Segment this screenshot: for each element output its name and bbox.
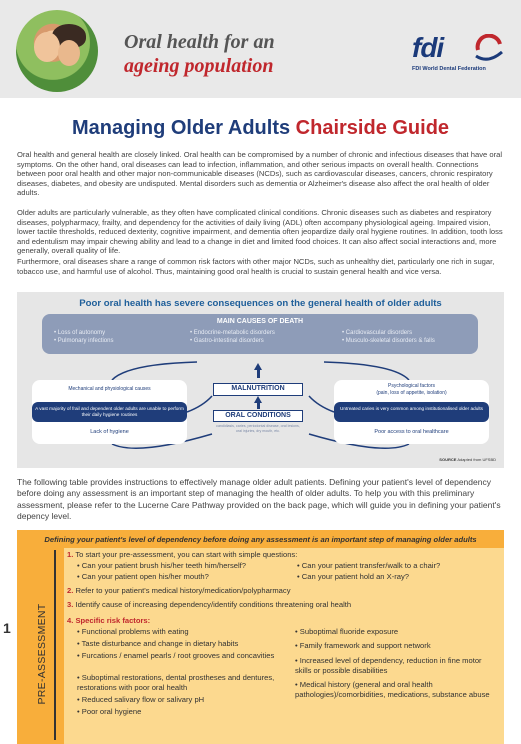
box-heading: Psychological factors: [388, 383, 435, 389]
list-number: 4.: [67, 616, 74, 625]
intro-paragraph: Oral health and general health are closely linked. Oral health can be compromised by a number of chronic and infectious diseases that have oral symptoms. On the other hand, oral diseases can lead to infection, inflammation, and other serious impacts on overall health. Connections between poor oral health and other major non-communicable diseases (NCDs), such as cardiovascular diseases, cancers, chronic respiratory diseases, diabetes, and obesity are undisputed. Mental disorders such as dementia or Alzheimer's disease also affect the oral health of older adults.: [17, 150, 503, 198]
risk-factor-item: • Family framework and support network: [295, 641, 490, 651]
causes-title: MAIN CAUSES OF DEATH: [216, 318, 304, 325]
cause-item: • Cardiovascular disorders: [342, 330, 412, 336]
oral-conditions-box: [213, 410, 303, 448]
pre-assessment-panel: [17, 530, 504, 744]
instructions-paragraph: The following table provides instructions to effectively manage older adult patients. Defining your patient's level of dependency before doing any assessment is an important step of managing the health of older adults. To help you with this preliminary assessment, please refer to the Lucerne Care Pathway provided on the back page, which will guide you in defining your patient's depency level.: [17, 477, 501, 521]
box-heading-detail: (pain, loss of appetite, isolation): [376, 390, 447, 396]
fdi-logo-text: fdi: [412, 32, 444, 63]
risk-factor-item: • Suboptimal fluoride exposure: [295, 627, 490, 637]
photo-face: [34, 32, 60, 62]
list-number: 1.: [67, 550, 74, 559]
fdi-logo[interactable]: [412, 32, 512, 78]
cause-item: • Loss of autonomy: [54, 330, 105, 336]
photo-face: [58, 40, 80, 66]
list-text: Identify cause of increasing dependency/identify conditions threatening oral health: [75, 600, 352, 609]
list-item: [67, 586, 291, 596]
header-title-line1: Oral health for an: [124, 31, 275, 53]
arrow-stem: [257, 370, 260, 378]
psychological-factors-box: [334, 380, 489, 444]
risk-factor-item: • Poor oral hygiene: [77, 707, 287, 717]
header-title-line2: ageing population: [124, 55, 274, 77]
question-item: • Can your patient brush his/her teeth him/herself?: [77, 561, 246, 571]
up-arrow-icon: [254, 363, 262, 370]
infographic-source: [439, 457, 496, 462]
source-text: Adapted from UFSBD: [457, 457, 496, 462]
header-title: [124, 30, 324, 78]
list-item: [67, 600, 351, 610]
source-label: SOURCE: [439, 457, 457, 462]
fdi-swoosh-icon: [472, 34, 506, 64]
page-title: [0, 117, 521, 140]
box-footer: Poor access to oral healthcare: [374, 429, 449, 435]
pre-assessment-label-text: PRE-ASSESSMENT: [36, 603, 48, 705]
causes-of-death-box: [42, 314, 478, 354]
risk-factor-item: • Increased level of dependency, reduction in fine motor skills or possible disabilities: [295, 656, 495, 676]
pre-assessment-header: Defining your patient's level of dependency before doing any assessment is an important step of managing older adults: [44, 535, 477, 544]
oral-conditions-detail: candidiasis, caries, periodontal disease, oral lesions, oral injuries, dry mouth, etc.: [216, 424, 300, 433]
header-photo: [16, 10, 98, 92]
risk-factor-item: • Taste disturbance and change in dietary habits: [77, 639, 287, 649]
arrow-stem: [257, 403, 260, 409]
box-highlight: A vast majority of frail and dependent older adults are unable to perform their daily hygiene routines: [32, 402, 187, 422]
list-number: 3.: [67, 600, 74, 609]
infographic-title: Poor oral health has severe consequences on the general health of older adults: [79, 298, 442, 309]
step-number: 1: [3, 620, 11, 636]
pre-assessment-label: [35, 570, 49, 740]
risk-factor-item: • Furcations / enamel pearls / root grooves and concavities: [77, 651, 277, 661]
malnutrition-box: MALNUTRITION: [213, 383, 303, 396]
risk-factor-item: • Suboptimal restorations, dental prostheses and dentures, restorations with poor oral health: [77, 673, 287, 693]
fdi-logo-subtitle: FDI World Dental Federation: [412, 66, 486, 72]
question-item: • Can your patient open his/her mouth?: [77, 572, 209, 582]
header-banner: [0, 0, 521, 98]
mechanical-causes-box: [32, 380, 187, 444]
list-text: Specific risk factors:: [75, 616, 151, 625]
cause-item: • Pulmonary infections: [54, 338, 113, 344]
infographic: [17, 292, 504, 468]
box-highlight: Untreated caries is very common among institutionalised older adults: [334, 402, 489, 422]
box-heading: Mechanical and physiological causes: [68, 386, 151, 392]
intro-paragraph: Older adults are particularly vulnerable, as they often have complicated clinical conditions. Chronic diseases such as diabetes and respiratory diseases, polypharmacy, frailty, and dependency for the activities of daily living (ADL) often accompany physiological ageing. Impaired vision, lower tactile thresholds, reduced dexterity, cognitive impairment, and dementia often jeopardize daily oral hygiene routines. In addition, tooth loss and edentulism may impair chewing ability and lead to a change in diet and limited food choices. It can also affect social interactions and, more generally, overall quality of life.: [17, 208, 503, 256]
page-title-part1: Managing Older Adults: [71, 117, 291, 139]
list-item: [67, 616, 150, 626]
page-title-part2: Chairside Guide: [295, 117, 450, 139]
risk-factor-item: • Functional problems with eating: [77, 627, 287, 637]
question-item: • Can your patient transfer/walk to a chair?: [297, 561, 440, 571]
cause-item: • Musculo-skeletal disorders & falls: [342, 338, 435, 344]
cause-item: • Gastro-intestinal disorders: [190, 338, 264, 344]
intro-paragraph: Furthermore, oral diseases share a range of common risk factors with other major NCDs, such as unhealthy diet, particularly one rich in sugar, tobacco use, and harmful use of alcohol. Thus, maintaining good oral health is crucial to sustain general health and vice versa.: [17, 257, 495, 276]
list-text: Refer to your patient's medical history/medication/polypharmacy: [75, 586, 291, 595]
list-text: To start your pre-assessment, you can start with simple questions:: [75, 550, 298, 559]
up-arrow-icon: [254, 396, 262, 403]
risk-factor-item: • Medical history (general and oral health pathologies)/comorbidities, medications, substance abuse: [295, 680, 495, 700]
box-footer: Lack of hygiene: [90, 429, 129, 435]
list-item: [67, 550, 297, 560]
question-item: • Can your patient hold an X-ray?: [297, 572, 409, 582]
cause-item: • Endocrine-metabolic disorders: [190, 330, 275, 336]
label-divider: [54, 550, 56, 740]
risk-factor-item: • Reduced salivary flow or salivary pH: [77, 695, 287, 705]
list-number: 2.: [67, 586, 74, 595]
oral-conditions-title: ORAL CONDITIONS: [213, 410, 303, 422]
